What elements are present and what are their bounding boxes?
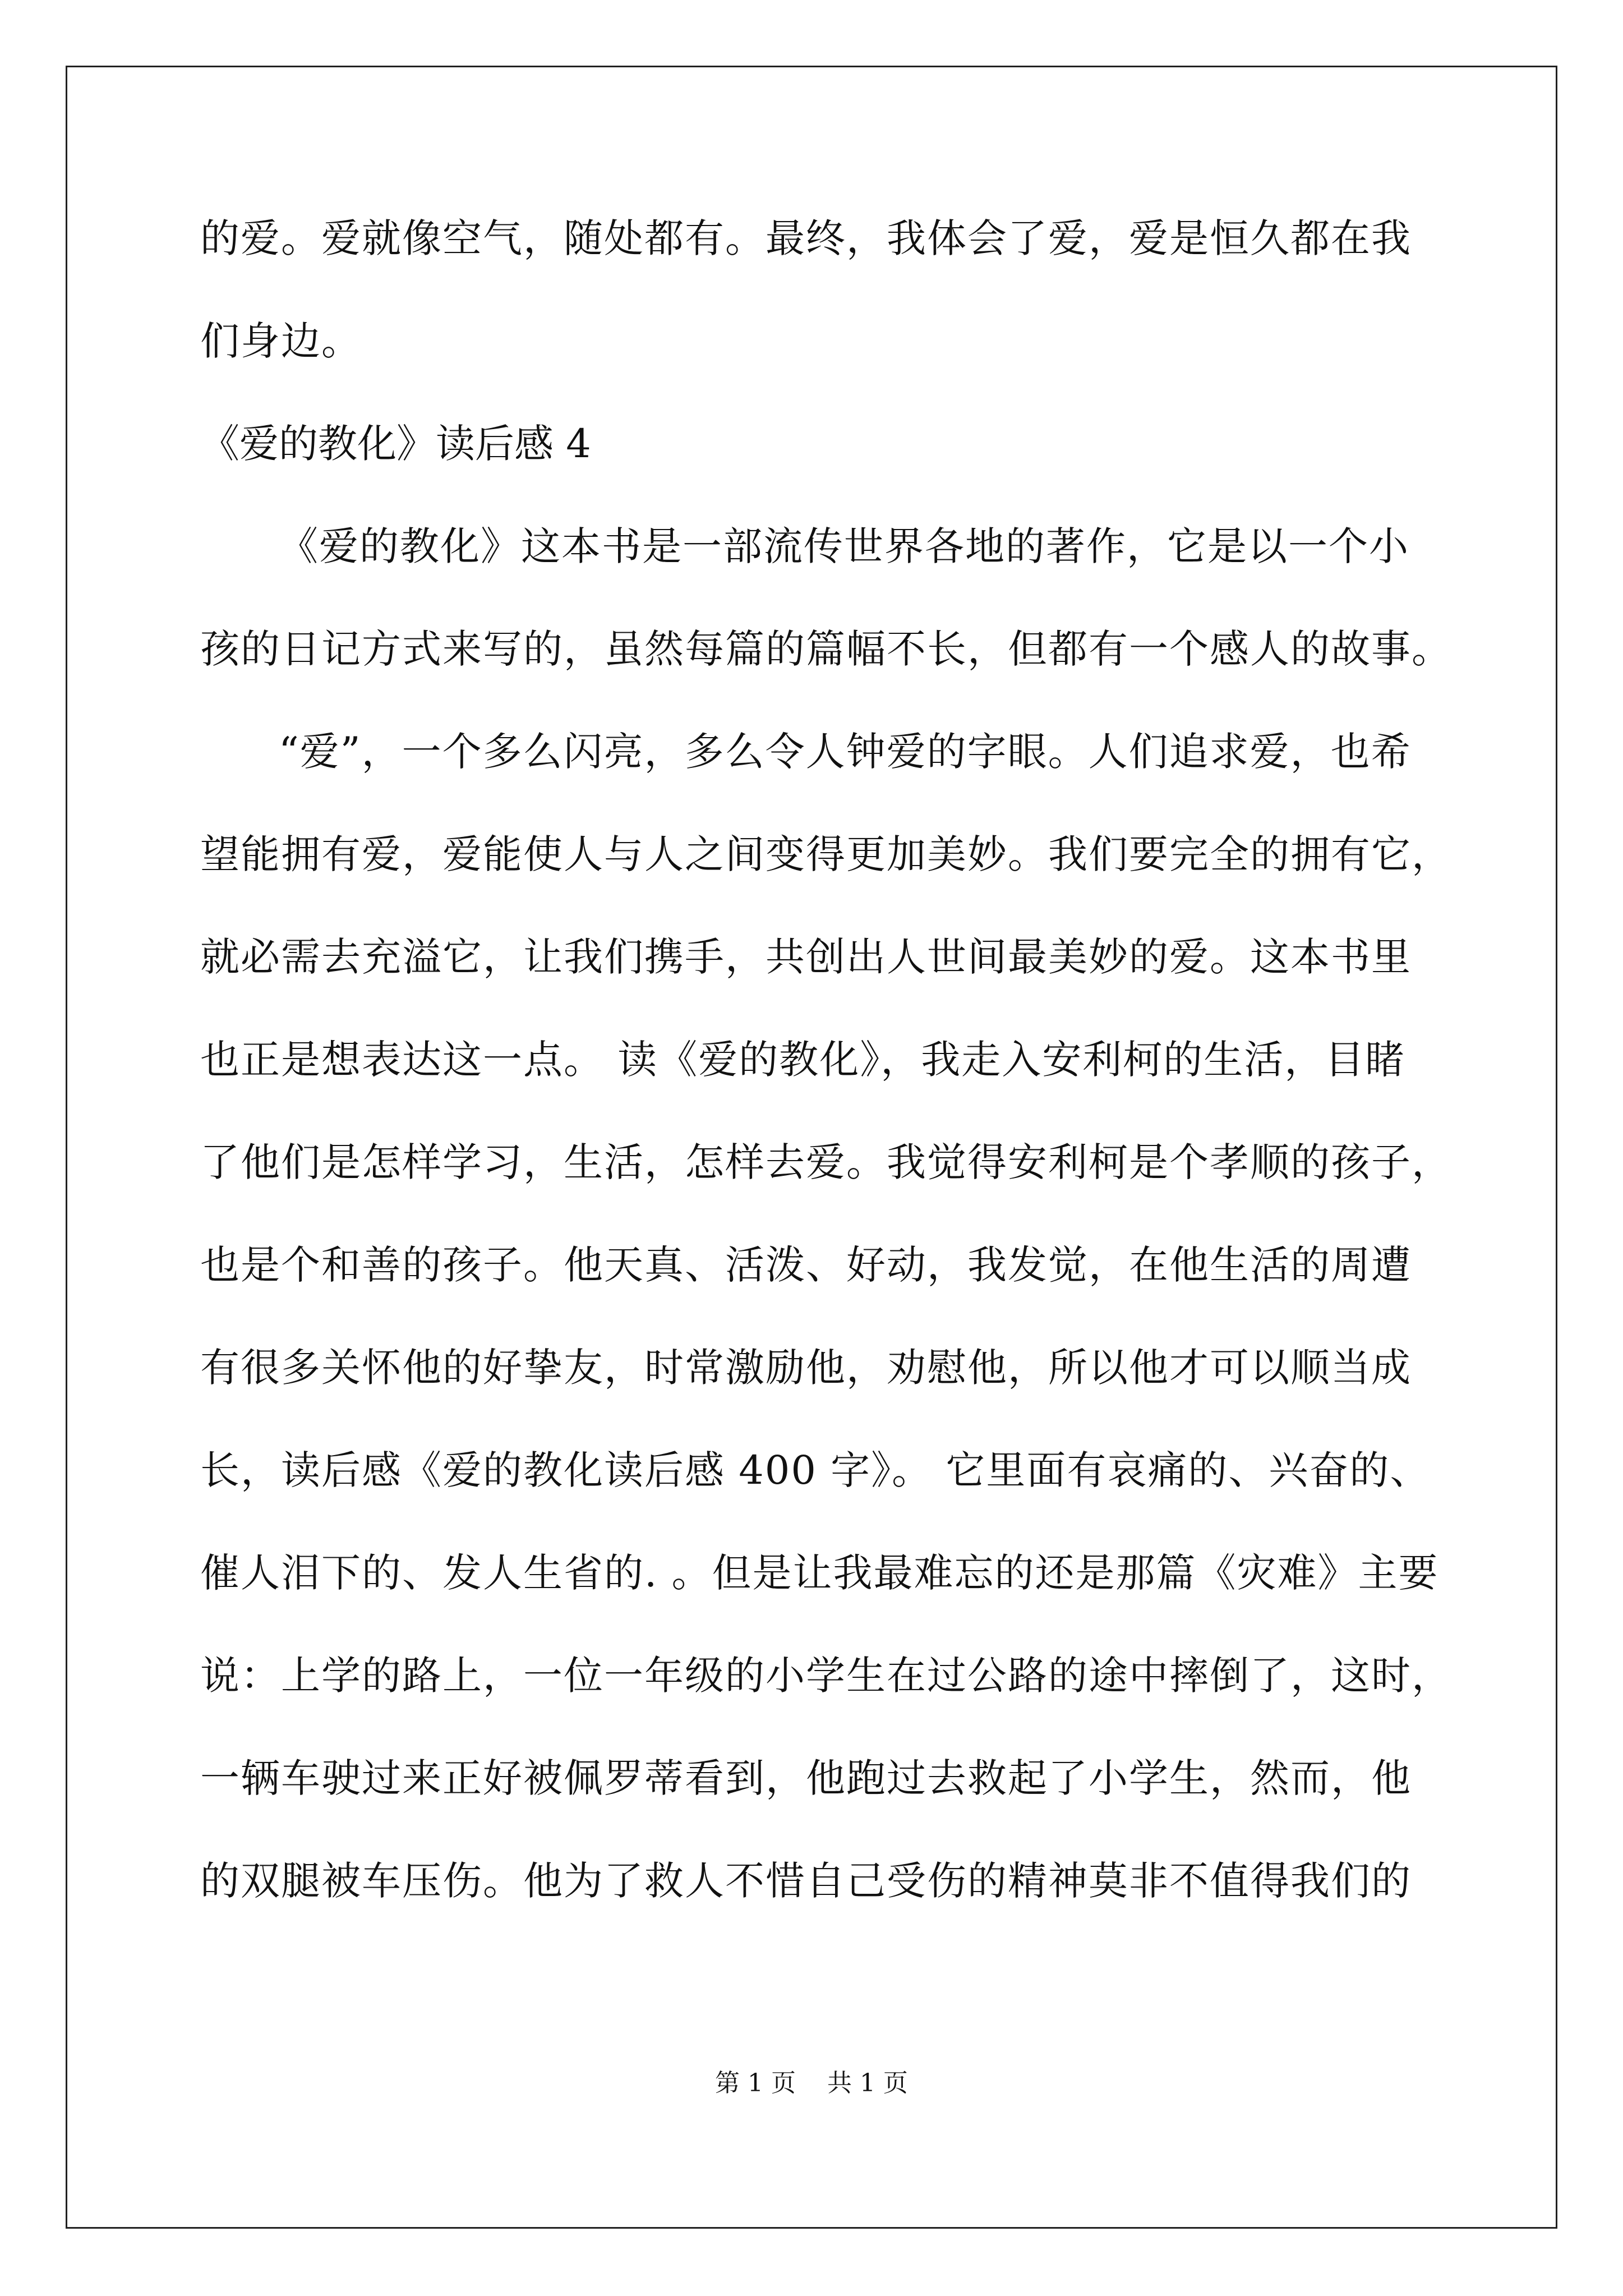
body-line: 的爱。爱就像空气，随处都有。最终，我体会了爱，爱是恒久都在我 (200, 215, 1412, 261)
body-line: 也是个和善的孩子。他天真、活泼、好动，我发觉，在他生活的周遭 (200, 1242, 1412, 1288)
body-line: 的双腿被车压伤。他为了救人不惜自己受伤的精神莫非不值得我们的 (200, 1858, 1412, 1904)
body-line: 长，读后感《爱的教化读后感 400 字》。 它里面有哀痛的、兴奋的、 (200, 1447, 1431, 1493)
body-line: 《爱的教化》这本书是一部流传世界各地的著作，它是以一个小 (279, 523, 1409, 569)
body-line: 们身边。 (200, 318, 362, 364)
section-heading: 《爱的教化》读后感 4 (200, 421, 591, 467)
body-line: 望能拥有爱，爱能使人与人之间变得更加美妙。我们要完全的拥有它， (200, 831, 1452, 877)
body-line: 也正是想表达这一点。 读《爱的教化》，我走入安利柯的生活，目睹 (200, 1037, 1406, 1083)
body-line: 了他们是怎样学习，生活，怎样去爱。我觉得安利柯是个孝顺的孩子， (200, 1139, 1452, 1185)
body-line: “爱”，一个多么闪亮，多么令人钟爱的字眼。人们追求爱，也希 (279, 729, 1412, 775)
body-line: 一辆车驶过来正好被佩罗蒂看到，他跑过去救起了小学生，然而，他 (200, 1755, 1412, 1801)
body-line: 说：上学的路上，一位一年级的小学生在过公路的途中摔倒了，这时， (200, 1653, 1452, 1699)
body-line: 就必需去充溢它，让我们携手，共创出人世间最美妙的爱。这本书里 (200, 934, 1412, 980)
body-line: 孩的日记方式来写的，虽然每篇的篇幅不长，但都有一个感人的故事。 (200, 626, 1452, 672)
page-number-footer: 第 1 页 共 1 页 (715, 2069, 908, 2097)
body-line: 催人泪下的、发人生省的. 。但是让我最难忘的还是那篇《灾难》主要 (200, 1550, 1439, 1596)
body-line: 有很多关怀他的好挚友，时常激励他，劝慰他，所以他才可以顺当成 (200, 1345, 1412, 1391)
